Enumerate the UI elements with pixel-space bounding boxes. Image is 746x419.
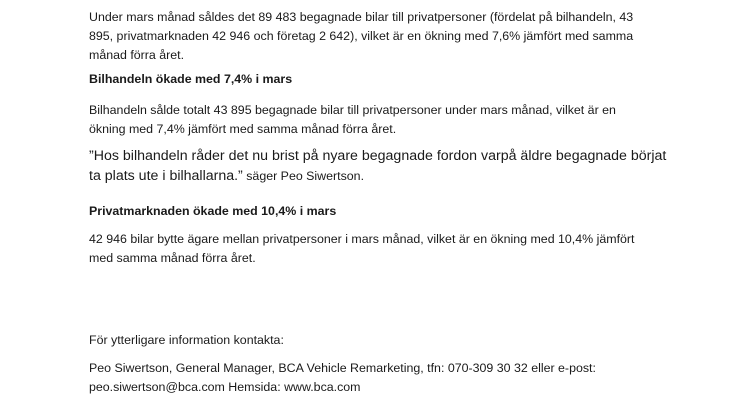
website-link[interactable]: www.bca.com [284,380,361,394]
contact-line: Peo Siwertson, General Manager, BCA Vehicle Remarketing, tfn: 070-309 30 32 eller e-post: [89,361,596,375]
dealers-quote [89,146,669,186]
intro-paragraph: Under mars månad såldes det 89 483 begagnade bilar till privatpersoner (fördelat på bilhandeln, 43 895, privatmarknaden 42 946 och företag 2 642), vilket är en ökning med 7,6% jämfört med samma månad förra året. [89,10,634,62]
quote-attribution: säger Peo Siwertson. [242,169,365,183]
contact-details [89,359,649,397]
dealers-paragraph: Bilhandeln sålde totalt 43 895 begagnade bilar till privatpersoner under mars månad, vilket är en ökning med 7,4% jämfört med samma månad förra året. [89,103,616,136]
website-label: Hemsida: [224,380,285,394]
private-heading: Privatmarknaden ökade med 10,4% i mars [89,204,337,218]
quote-text: ”Hos bilhandeln råder det nu brist på nyare begagnade fordon varpå äldre begagnade börjat ta plats ute i bilhallarna.” [89,148,667,184]
private-paragraph: 42 946 bilar bytte ägare mellan privatpersoner i mars månad, vilket är en ökning med 10,4% jämfört med samma månad förra året. [89,232,635,265]
dealers-heading: Bilhandeln ökade med 7,4% i mars [89,72,293,86]
contact-email-link[interactable]: peo.siwertson@bca.com [89,380,225,394]
contact-heading: För ytterligare information kontakta: [89,333,284,347]
